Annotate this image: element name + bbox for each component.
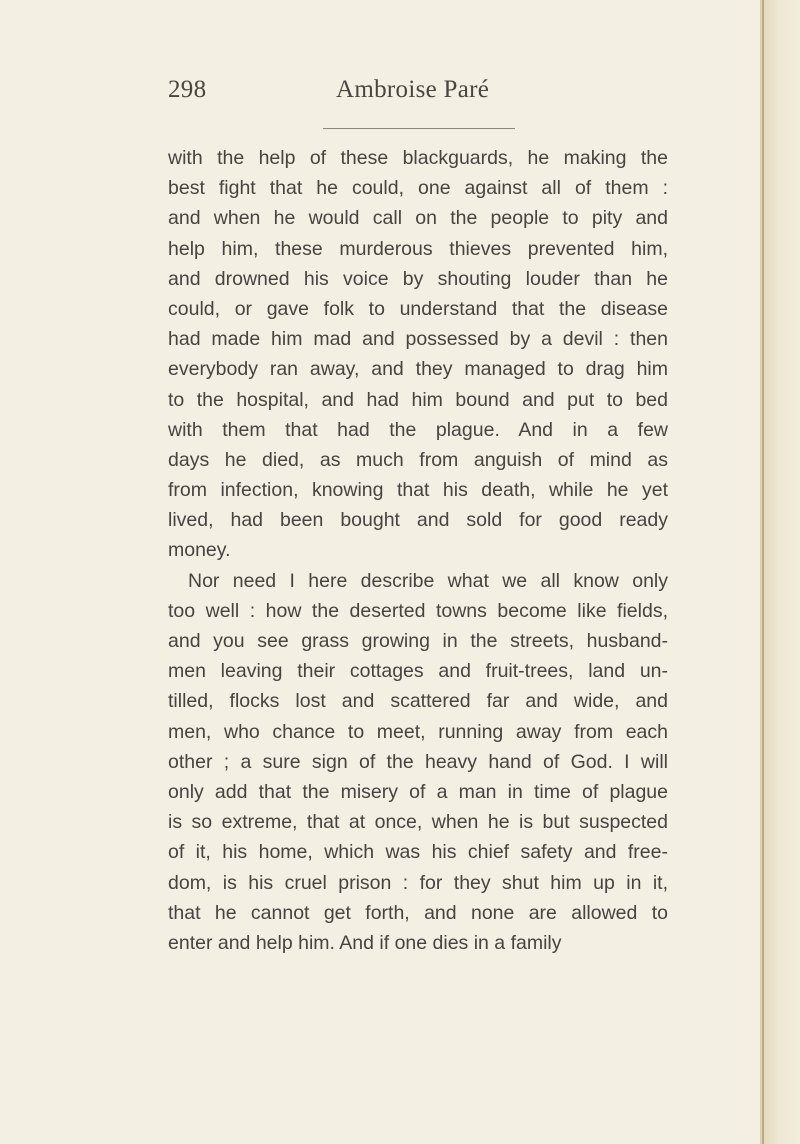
text-line: other ; a sure sign of the heavy hand of God. I will <box>168 750 668 773</box>
text-line: men leaving their cottages and fruit-trees, land un- <box>168 660 668 683</box>
text-line: men, who chance to meet, running away from each <box>168 720 668 743</box>
text-line: help him, these murderous thieves prevented him, <box>168 237 668 260</box>
text-line: is so extreme, that at once, when he is but suspected <box>168 811 668 834</box>
text-line: too well : how the deserted towns become like fields, <box>168 599 668 622</box>
text-line: from infection, knowing that his death, while he yet <box>168 479 668 502</box>
text-line: and drowned his voice by shouting louder than he <box>168 267 668 290</box>
running-title: Ambroise Paré <box>336 76 490 103</box>
text-line: and you see grass growing in the streets, husband- <box>168 630 668 652</box>
text-line: only add that the misery of a man in time of plague <box>168 780 668 803</box>
text-line: could, or gave folk to understand that the disease <box>168 297 668 320</box>
page-number: 298 <box>168 76 207 103</box>
body-text <box>168 143 668 958</box>
text-line: enter and help him. And if one dies in a family <box>168 931 562 954</box>
text-line: of it, his home, which was his chief safety and free- <box>168 841 668 864</box>
text-line: everybody ran away, and they managed to drag him <box>168 358 668 381</box>
text-line: with the help of these blackguards, he making the <box>168 147 668 169</box>
text-line: dom, is his cruel prison : for they shut him up in it, <box>168 871 668 894</box>
page-edge-shadow <box>760 0 800 1144</box>
text-line: best fight that he could, one against all of them : <box>168 177 668 200</box>
text-line: and when he would call on the people to pity and <box>168 207 668 230</box>
text-line: with them that had the plague. And in a few <box>168 418 668 441</box>
text-line: money. <box>168 539 231 562</box>
text-line: days he died, as much from anguish of mind as <box>168 448 668 471</box>
text-line: that he cannot get forth, and none are allowed to <box>168 901 668 924</box>
text-line: tilled, flocks lost and scattered far and wide, and <box>168 690 668 713</box>
header-rule <box>323 128 515 129</box>
text-line: had made him mad and possessed by a devil : then <box>168 328 668 351</box>
page-edge-line <box>762 0 764 1144</box>
text-line: Nor need I here describe what we all know only <box>188 569 668 592</box>
text-line: lived, had been bought and sold for good ready <box>168 509 668 532</box>
text-line: to the hospital, and had him bound and put to bed <box>168 388 668 411</box>
running-head <box>168 76 608 116</box>
